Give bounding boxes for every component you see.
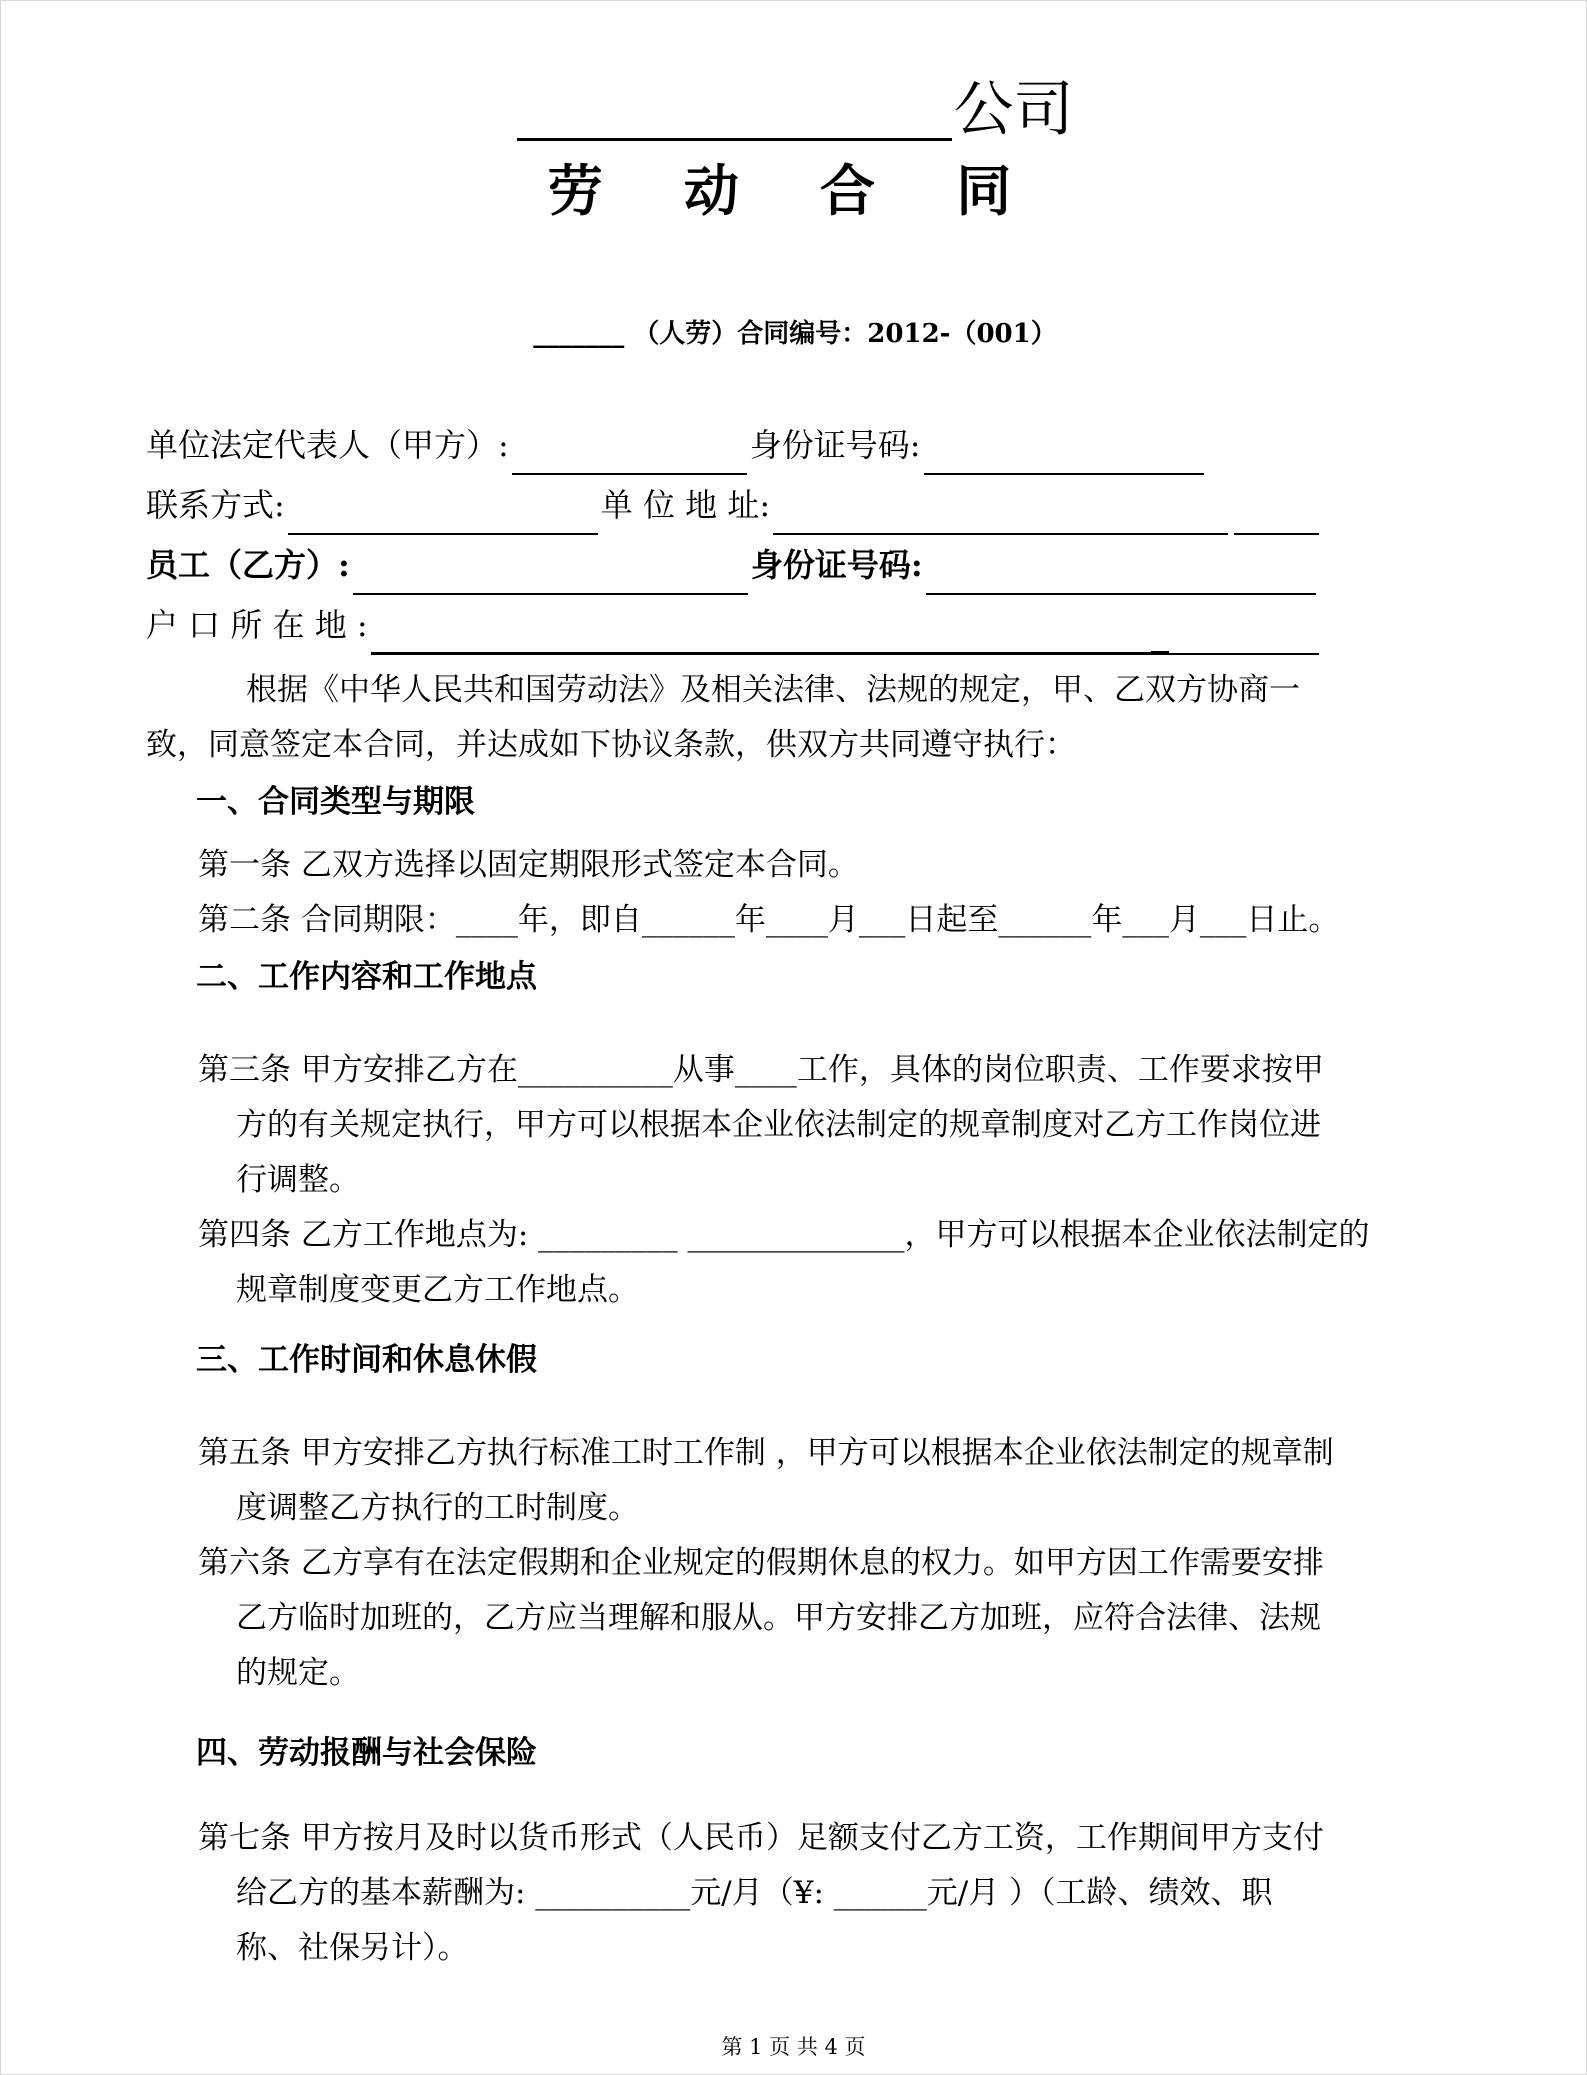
contract-section bbox=[146, 1333, 1444, 1701]
intro-line-2: 致，同意签定本合同，并达成如下协议条款，供双方共同遵守执行： bbox=[146, 727, 1076, 763]
clause-first-line: 第五条 甲方安排乙方执行标准工时工作制 ，甲方可以根据本企业依法制定的规章制 bbox=[198, 1435, 1334, 1471]
id-number-blank-2 bbox=[926, 549, 1316, 595]
document-title: 劳 动 合 同 bbox=[547, 158, 1043, 223]
contract-section bbox=[146, 1726, 1444, 1976]
company-title-suffix: 公司 bbox=[953, 75, 1074, 145]
clause-first-line: 第二条 合同期限：____年，即自______年____月___日起至______年___月___日止。 bbox=[198, 902, 1340, 938]
sections bbox=[146, 775, 1444, 1976]
clause-continuation-line: 的规定。 bbox=[236, 1655, 360, 1691]
residence-blank-2 bbox=[1169, 609, 1319, 655]
clause-continuation-line: 行调整。 bbox=[236, 1162, 360, 1198]
contract-section bbox=[146, 775, 1444, 948]
contract-section bbox=[146, 950, 1444, 1318]
clause-continuation-line: 乙方临时加班的，乙方应当理解和服从。甲方安排乙方加班，应符合法律、法规 bbox=[236, 1600, 1321, 1636]
clause-first-line: 第一条 乙双方选择以固定期限形式签定本合同。 bbox=[198, 847, 859, 883]
employee-label: 员工（乙方）: bbox=[146, 546, 350, 584]
clause-first-line: 第六条 乙方享有在法定假期和企业规定的假期休息的权力。如甲方因工作需要安排 bbox=[198, 1545, 1324, 1581]
address-label: 单 位 地 址: bbox=[600, 486, 771, 524]
clause-continuation-line: 称、社保另计）。 bbox=[236, 1930, 469, 1966]
page-number: 第 1 页 共 4 页 bbox=[721, 2035, 866, 2059]
company-name-blank bbox=[517, 86, 952, 141]
id-number-label-2: 身份证号码: bbox=[750, 546, 923, 584]
residence-label: 户 口 所 在 地 : bbox=[146, 606, 368, 644]
party-info-form bbox=[146, 415, 1444, 655]
id-number-blank-1 bbox=[924, 429, 1204, 475]
form-line-legal-rep bbox=[146, 415, 1444, 475]
page-content bbox=[1, 1, 1586, 1976]
section-heading: 二、工作内容和工作地点 bbox=[196, 959, 537, 995]
address-blank-2 bbox=[1234, 489, 1319, 535]
company-title-line bbox=[146, 1, 1444, 145]
address-blank-1 bbox=[773, 489, 1228, 535]
clause-continuation-line: 规章制度变更乙方工作地点。 bbox=[236, 1272, 639, 1308]
intro-line-1: 根据《中华人民共和国劳动法》及相关法律、法规的规定，甲、乙双方协商一 bbox=[246, 672, 1300, 708]
contract-number-line bbox=[146, 319, 1444, 349]
section-heading: 四、劳动报酬与社会保险 bbox=[196, 1735, 537, 1771]
contract-number-text: （人劳）合同编号：2012-（001） bbox=[624, 319, 1057, 349]
section-heading: 三、工作时间和休息休假 bbox=[196, 1342, 537, 1378]
legal-rep-label: 单位法定代表人（甲方）: bbox=[146, 426, 509, 464]
employee-name-blank bbox=[353, 549, 748, 595]
section-clauses bbox=[146, 1811, 1444, 1976]
contact-blank bbox=[288, 489, 598, 535]
clause-continuation-line: 给乙方的基本薪酬为: __________元/月（¥: ______元/月 ）（工龄、绩效、职 bbox=[236, 1875, 1273, 1911]
contract-number-blank: _______ bbox=[533, 319, 625, 349]
section-clauses bbox=[146, 1426, 1444, 1701]
id-number-label-1: 身份证号码: bbox=[749, 426, 921, 464]
clause-continuation-line: 方的有关规定执行，甲方可以根据本企业依法制定的规章制度对乙方工作岗位进 bbox=[236, 1107, 1321, 1143]
section-heading: 一、合同类型与期限 bbox=[196, 784, 475, 820]
section-clauses bbox=[146, 1043, 1444, 1318]
section-clauses bbox=[146, 838, 1444, 948]
clause-first-line: 第四条 乙方工作地点为: _________ ______________，甲方可以根据本企业依法制定的 bbox=[198, 1217, 1370, 1253]
form-line-contact bbox=[146, 475, 1444, 535]
clause-first-line: 第七条 甲方按月及时以货币形式（人民币）足额支付乙方工资，工作期间甲方支付 bbox=[198, 1820, 1324, 1856]
legal-rep-blank bbox=[512, 429, 747, 475]
contact-label: 联系方式: bbox=[146, 486, 285, 524]
clause-continuation-line: 度调整乙方执行的工时制度。 bbox=[236, 1490, 639, 1526]
intro-paragraph bbox=[146, 663, 1444, 773]
form-line-residence bbox=[146, 595, 1444, 655]
clause-first-line: 第三条 甲方安排乙方在__________从事____工作，具体的岗位职责、工作要求按甲 bbox=[198, 1052, 1324, 1088]
residence-blank-dash bbox=[1151, 607, 1169, 655]
residence-blank-1 bbox=[371, 608, 1151, 655]
form-line-employee bbox=[146, 535, 1444, 595]
